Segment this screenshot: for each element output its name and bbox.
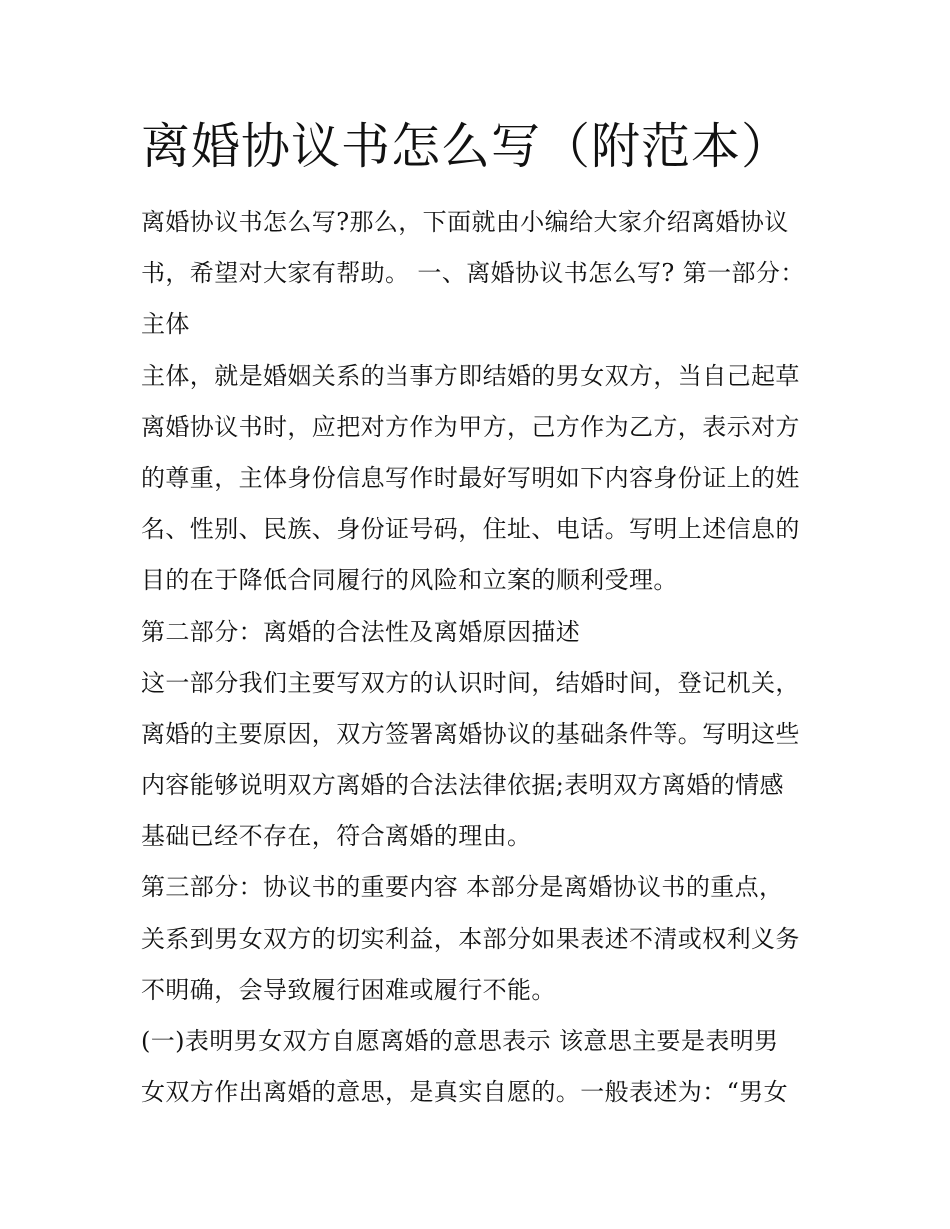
body-line: 的尊重，主体身份信息写作时最好写明如下内容身份证上的姓 — [141, 463, 800, 492]
body-line: 内容能够说明双方离婚的合法法律依据;表明双方离婚的情感 — [141, 771, 784, 800]
body-line: 离婚协议书时，应把对方作为甲方，己方作为乙方，表示对方 — [141, 412, 800, 441]
body-line: 主体，就是婚姻关系的当事方即结婚的男女双方，当自己起草 — [141, 361, 800, 390]
section-heading-line: 主体 — [141, 310, 190, 339]
document-title: 离婚协议书怎么写（附范本） — [141, 118, 792, 175]
document-body — [141, 197, 821, 1118]
section-heading-line: 第二部分：离婚的合法性及离婚原因描述 — [141, 617, 581, 646]
body-line: 这一部分我们主要写双方的认识时间，结婚时间，登记机关， — [141, 668, 800, 697]
body-line: 离婚的主要原因，双方签署离婚协议的基础条件等。写明这些 — [141, 719, 800, 748]
body-line: (一)表明男女双方自愿离婚的意思表示 该意思主要是表明男 — [141, 1027, 779, 1055]
body-line: 名、性别、民族、身份证号码，住址、电话。写明上述信息的 — [141, 515, 800, 544]
body-line: 书，希望对大家有帮助。 一、离婚协议书怎么写? 第一部分： — [141, 259, 805, 288]
body-line: 目的在于降低合同履行的风险和立案的顺利受理。 — [141, 566, 678, 595]
body-line: 基础已经不存在，符合离婚的理由。 — [141, 822, 532, 851]
body-line: 离婚协议书怎么写?那么，下面就由小编给大家介绍离婚协议 — [141, 208, 789, 236]
body-line: 不明确，会导致履行困难或履行不能。 — [141, 975, 556, 1004]
body-line: 女双方作出离婚的意思，是真实自愿的。一般表述为：“男女 — [141, 1078, 789, 1107]
body-line: 关系到男女双方的切实利益，本部分如果表述不清或权利义务 — [141, 924, 800, 953]
section-heading-line: 第三部分：协议书的重要内容 本部分是离婚协议书的重点， — [141, 873, 784, 902]
